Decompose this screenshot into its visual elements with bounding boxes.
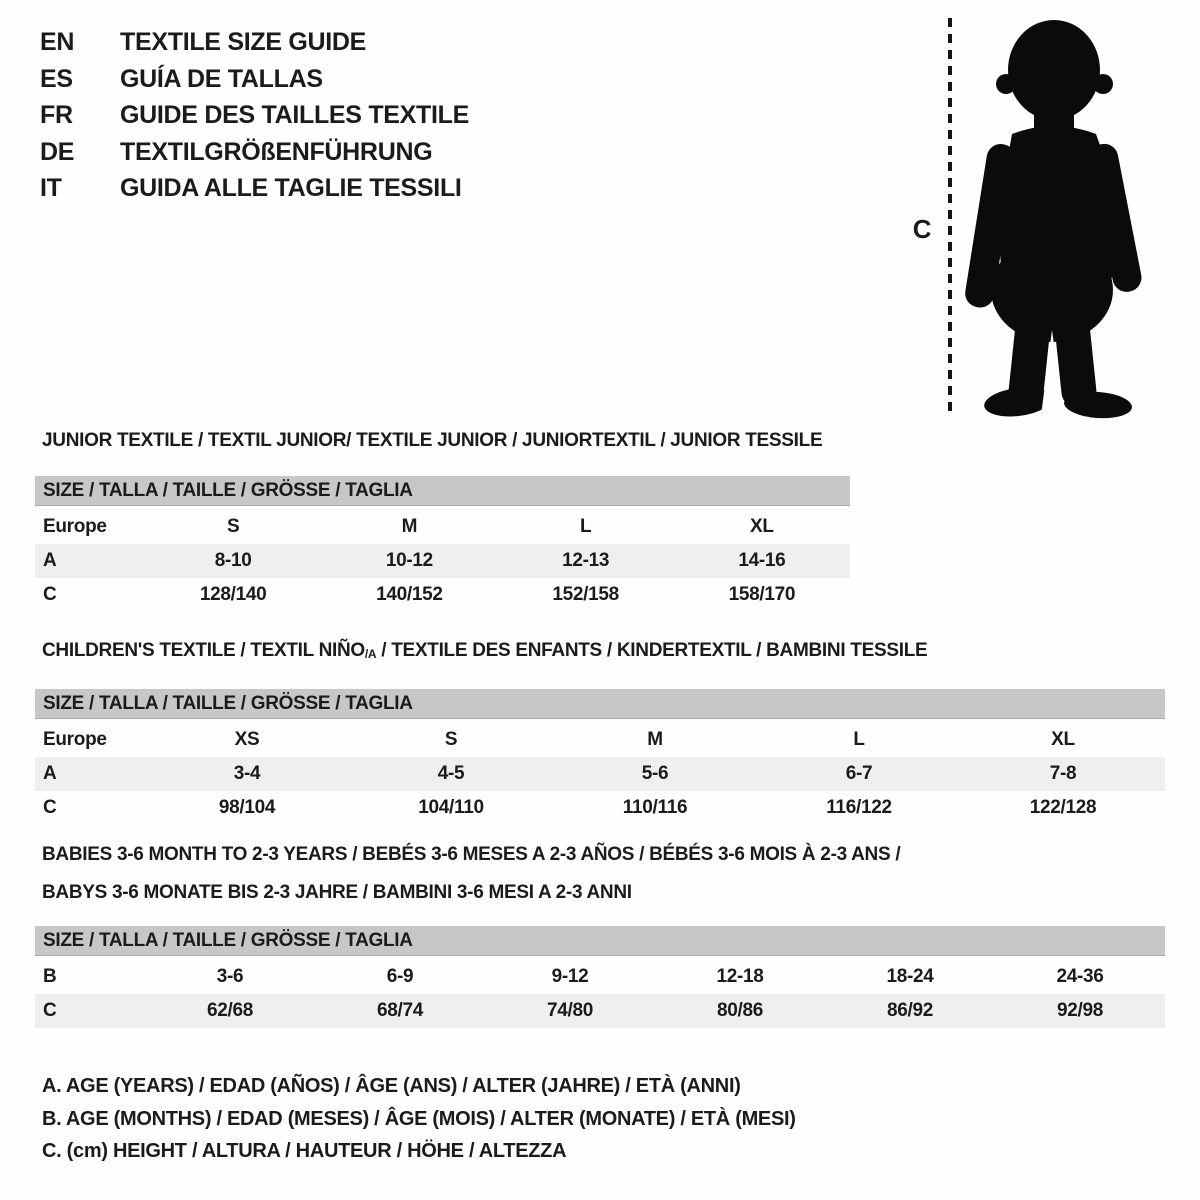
size-cell: S	[226, 516, 240, 537]
row-label: C	[35, 994, 145, 1028]
height-cell: 86/92	[825, 994, 995, 1028]
junior-section	[35, 430, 850, 612]
babies-size-table	[35, 960, 1165, 1028]
months-cell: 18-24	[886, 966, 934, 987]
dashed-measure-line	[948, 18, 952, 416]
table-row-height	[35, 578, 850, 612]
table-row-europe	[35, 723, 1165, 757]
language-code: FR	[40, 101, 73, 129]
legend	[42, 1070, 796, 1168]
legend-line-b: B. AGE (MONTHS) / EDAD (MESES) / ÂGE (MOIS) / ALTER (MONATE) / ETÀ (MESI)	[42, 1107, 796, 1130]
months-cell: 24-36	[1056, 966, 1104, 987]
table-row-height	[35, 994, 1165, 1028]
measure-c-label: C	[912, 214, 932, 244]
language-code: EN	[40, 28, 75, 56]
table-row-age	[35, 544, 850, 578]
size-cell: XL	[1051, 729, 1075, 750]
title-line-1: BABIES 3-6 MONTH TO 2-3 YEARS / BEBÉS 3-6 MESES A 2-3 AÑOS / BÉBÉS 3-6 MOIS À 2-3 ANS /	[42, 844, 901, 865]
children-section-title	[35, 640, 1165, 665]
row-label: A	[35, 757, 145, 791]
title-line-2: BABYS 3-6 MONATE BIS 2-3 JAHRE / BAMBINI 3-6 MESI A 2-3 ANNI	[42, 882, 632, 903]
babies-section-title	[35, 844, 1165, 904]
age-cell: 14-16	[674, 544, 850, 578]
language-code: ES	[40, 64, 73, 93]
table-row-europe	[35, 510, 850, 544]
junior-size-table	[35, 510, 850, 612]
row-label: A	[35, 544, 145, 578]
size-header-bar: SIZE / TALLA / TAILLE / GRÖSSE / TAGLIA	[35, 926, 1165, 956]
months-cell: 6-9	[386, 966, 414, 987]
size-header-bar: SIZE / TALLA / TAILLE / GRÖSSE / TAGLIA	[35, 476, 850, 506]
size-cell: M	[401, 516, 418, 537]
height-cell: 158/170	[728, 584, 796, 605]
table-row-age	[35, 757, 1165, 791]
title-text: CHILDREN'S TEXTILE / TEXTIL NIÑO	[42, 640, 365, 661]
height-cell: 92/98	[995, 994, 1165, 1028]
language-title: GUIDA ALLE TAGLIE TESSILI	[120, 174, 462, 202]
age-cell: 8-10	[145, 544, 321, 578]
height-cell: 98/104	[218, 797, 276, 818]
age-cell: 5-6	[553, 757, 757, 791]
size-header-bar: SIZE / TALLA / TAILLE / GRÖSSE / TAGLIA	[35, 689, 1165, 719]
language-title: TEXTILGRÖßENFÜHRUNG	[120, 137, 433, 166]
height-cell: 80/86	[655, 994, 825, 1028]
height-cell: 110/116	[622, 797, 688, 818]
height-cell: 140/152	[376, 584, 443, 605]
height-measure-figure	[0, 0, 1200, 430]
row-label: B	[43, 966, 57, 987]
size-cell: XS	[234, 729, 260, 750]
size-cell: XL	[750, 516, 774, 537]
language-title: GUÍA DE TALLAS	[120, 64, 323, 93]
height-cell: 116/122	[826, 797, 892, 818]
table-row-months	[35, 960, 1165, 994]
height-cell: 128/140	[199, 584, 267, 605]
age-cell: 12-13	[498, 544, 674, 578]
toddler-silhouette-icon	[962, 12, 1142, 420]
children-section	[35, 640, 1165, 825]
age-cell: 4-5	[349, 757, 553, 791]
height-cell: 104/110	[418, 797, 484, 818]
age-cell: 7-8	[961, 757, 1165, 791]
row-label: Europe	[43, 516, 107, 537]
row-label: C	[43, 797, 57, 818]
height-cell: 68/74	[315, 994, 485, 1028]
table-row-height	[35, 791, 1165, 825]
height-cell: 74/80	[485, 994, 655, 1028]
height-cell: 62/68	[145, 994, 315, 1028]
size-cell: L	[579, 516, 592, 537]
legend-line-c: C. (cm) HEIGHT / ALTURA / HAUTEUR / HÖHE / ALTEZZA	[42, 1140, 567, 1162]
height-cell: 152/158	[552, 584, 619, 605]
language-title: TEXTILE SIZE GUIDE	[120, 28, 367, 56]
title-subscript: /A	[364, 647, 377, 661]
age-cell: 10-12	[321, 544, 497, 578]
row-label: C	[43, 584, 57, 605]
junior-section-title: JUNIOR TEXTILE / TEXTIL JUNIOR/ TEXTILE JUNIOR / JUNIORTEXTIL / JUNIOR TESSILE	[42, 430, 823, 451]
language-title: GUIDE DES TAILLES TEXTILE	[120, 101, 470, 129]
title-text: / TEXTILE DES ENFANTS / KINDERTEXTIL / BAMBINI TESSILE	[376, 640, 928, 661]
months-cell: 12-18	[716, 966, 764, 987]
size-cell: L	[853, 729, 865, 750]
row-label: Europe	[43, 729, 107, 750]
months-cell: 9-12	[551, 966, 589, 987]
size-cell: M	[647, 729, 663, 750]
age-cell: 3-4	[145, 757, 349, 791]
size-cell: S	[444, 729, 458, 750]
language-code: IT	[40, 174, 62, 202]
children-size-table	[35, 723, 1165, 825]
language-code: DE	[40, 137, 75, 166]
height-cell: 122/128	[1029, 797, 1097, 818]
age-cell: 6-7	[757, 757, 961, 791]
babies-section	[35, 844, 1165, 1028]
months-cell: 3-6	[216, 966, 244, 987]
legend-line-a: A. AGE (YEARS) / EDAD (AÑOS) / ÂGE (ANS) / ALTER (JAHRE) / ETÀ (ANNI)	[42, 1075, 741, 1097]
